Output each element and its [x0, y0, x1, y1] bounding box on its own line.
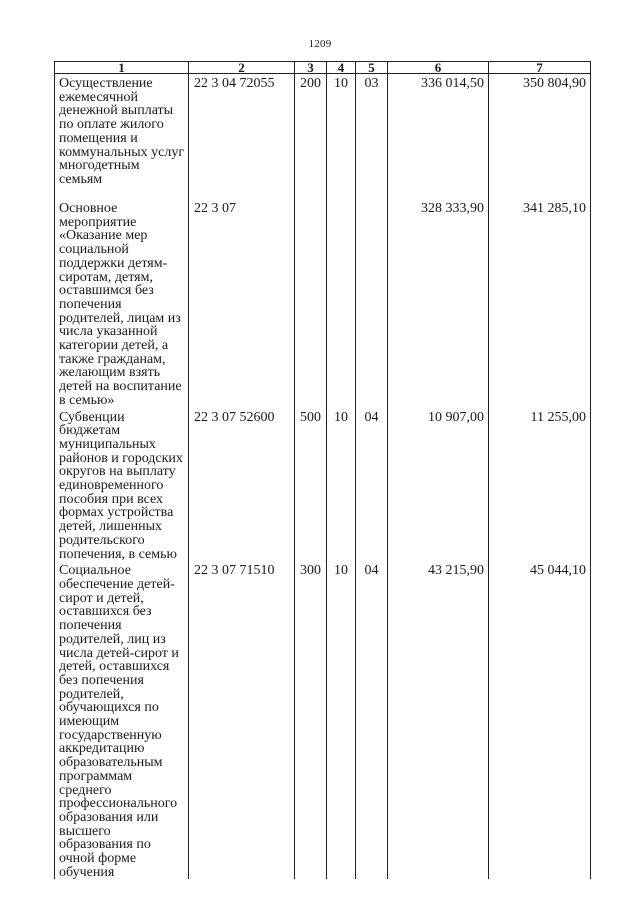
row-amount-7: 350 804,90	[489, 74, 591, 200]
table-row	[55, 74, 591, 200]
row-col3: 300	[295, 561, 327, 879]
row-name: Субвенции бюджетам муниципальных районов и городских округов на выплату единовременного пособия при всех формах устройства детей, лишенных родительского попечения, в семью	[55, 408, 189, 562]
row-code: 22 3 07	[189, 199, 295, 408]
row-col5: 04	[356, 561, 388, 879]
column-header-5: 5	[356, 62, 388, 74]
table-row	[55, 408, 591, 562]
table-row	[55, 561, 591, 879]
row-amount-6: 10 907,00	[388, 408, 489, 562]
budget-table	[54, 61, 591, 879]
page-number: 1209	[308, 38, 332, 50]
column-header-3: 3	[295, 62, 327, 74]
row-col5: 04	[356, 408, 388, 562]
row-name: Социальное обеспечение детей-сирот и детей, оставшихся без попечения родителей, лиц из числа детей-сирот и детей, оставшихся без попечения родителей, обучающихся по имеющим государственную аккредитацию образовательным программам среднего профессионального образования или высшего образования по очной форме обучения	[55, 561, 189, 879]
row-name: Основное мероприятие «Оказание мер социальной поддержки детям-сиротам, детям, оставшимся без попечения родителей, лицам из числа указанной категории детей, а также гражданам, желающим взять детей на воспитание в семью»	[55, 199, 189, 408]
row-code: 22 3 04 72055	[189, 74, 295, 200]
column-header-1: 1	[55, 62, 189, 74]
row-col4: 10	[327, 74, 356, 200]
row-col3	[295, 199, 327, 408]
row-name: Осуществление ежемесячной денежной выплаты по оплате жилого помещения и коммунальных услуг многодетным семьям	[55, 74, 189, 200]
row-col4: 10	[327, 408, 356, 562]
row-amount-6: 43 215,90	[388, 561, 489, 879]
row-col3: 500	[295, 408, 327, 562]
row-col3: 200	[295, 74, 327, 200]
row-col5: 03	[356, 74, 388, 200]
column-header-6: 6	[388, 62, 489, 74]
row-col5	[356, 199, 388, 408]
row-amount-7: 11 255,00	[489, 408, 591, 562]
row-col4	[327, 199, 356, 408]
column-header-2: 2	[189, 62, 295, 74]
table-row	[55, 199, 591, 408]
table-header-row	[55, 62, 591, 74]
row-amount-7: 341 285,10	[489, 199, 591, 408]
column-header-4: 4	[327, 62, 356, 74]
row-code: 22 3 07 52600	[189, 408, 295, 562]
row-code: 22 3 07 71510	[189, 561, 295, 879]
column-header-7: 7	[489, 62, 591, 74]
row-col4: 10	[327, 561, 356, 879]
row-amount-7: 45 044,10	[489, 561, 591, 879]
row-amount-6: 336 014,50	[388, 74, 489, 200]
row-amount-6: 328 333,90	[388, 199, 489, 408]
